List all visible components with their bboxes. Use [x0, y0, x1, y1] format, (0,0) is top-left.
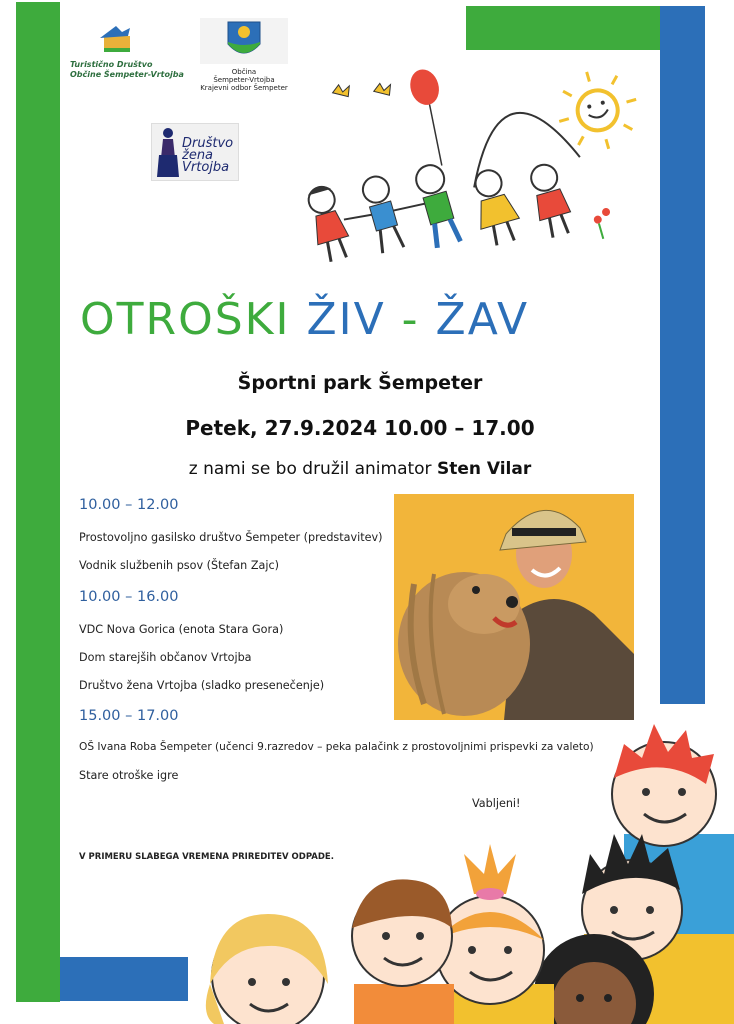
event-datetime: Petek, 27.9.2024 10.00 – 17.00: [185, 416, 535, 440]
title-part-ziv: ŽIV: [306, 294, 386, 345]
drustvo-line1: Društvo: [182, 136, 234, 151]
turisticno-line2: Občine Šempeter-Vrtojba: [70, 70, 184, 79]
drustvo-line2: žena: [182, 148, 214, 163]
woman-silhouette-icon: [155, 125, 181, 179]
obcina-line1: Občina: [231, 68, 257, 76]
schedule-time-1: 10.00 – 12.00: [79, 497, 179, 513]
animator-prefix: z nami se bo družil animator: [188, 459, 437, 479]
drustvo-line3: Vrtojba: [182, 160, 230, 175]
turisticno-logo-icon: [70, 24, 200, 56]
obcina-crest-icon: [198, 18, 290, 64]
animator-photo: [394, 494, 634, 720]
event-title: [80, 294, 560, 345]
title-part-otroski: OTROŠKI: [80, 294, 307, 345]
cartoon-kids-illustration: [194, 714, 734, 1024]
weather-note: V PRIMERU SLABEGA VREMENA PRIREDITEV ODPADE.: [79, 852, 334, 862]
schedule-item: OŠ Ivana Roba Šempeter (učenci 9.razredov – peka palačink z prostovoljnimi prispevki za valeto): [79, 741, 594, 753]
sun-drawing: [548, 61, 647, 160]
schedule-time-2: 10.00 – 16.00: [79, 589, 179, 605]
schedule-item: Stare otroške igre: [79, 769, 179, 782]
venue: Športni park Šempeter: [237, 372, 483, 394]
balloon-drawing: [406, 66, 443, 108]
green-bar-left: [16, 2, 60, 1002]
title-part-zav: ŽAV: [435, 294, 530, 345]
kid-blonde-hair: [206, 914, 328, 1024]
drustvo-zena-logo: [151, 123, 239, 181]
blue-bar-bottom: [60, 957, 188, 1001]
obcina-logo: [198, 18, 290, 102]
turisticno-line1: Turistično Društvo: [70, 60, 153, 69]
schedule-item: Društvo žena Vrtojba (sladko presenečenje): [79, 679, 325, 692]
title-part-dash: -: [385, 294, 436, 345]
children-drawing-illustration: [280, 38, 660, 308]
animator-line: [160, 459, 560, 479]
blue-bar-right: [660, 6, 705, 704]
animator-name: Sten Vilar: [436, 459, 532, 479]
welcome-text: Vabljeni!: [472, 797, 521, 810]
schedule-item: Prostovoljno gasilsko društvo Šempeter (predstavitev): [79, 531, 383, 544]
obcina-line2: Šempeter-Vrtojba: [213, 76, 275, 84]
kid-brown-hair: [352, 879, 454, 1024]
turisticno-drustvo-logo: [70, 24, 200, 79]
schedule-time-3: 15.00 – 17.00: [79, 708, 179, 724]
schedule-item: VDC Nova Gorica (enota Stara Gora): [79, 623, 284, 636]
schedule-item: Dom starejših občanov Vrtojba: [79, 651, 252, 664]
obcina-line3: Krajevni odbor Šempeter: [200, 84, 288, 92]
schedule-item: Vodnik službenih psov (Štefan Zajc): [79, 559, 279, 572]
